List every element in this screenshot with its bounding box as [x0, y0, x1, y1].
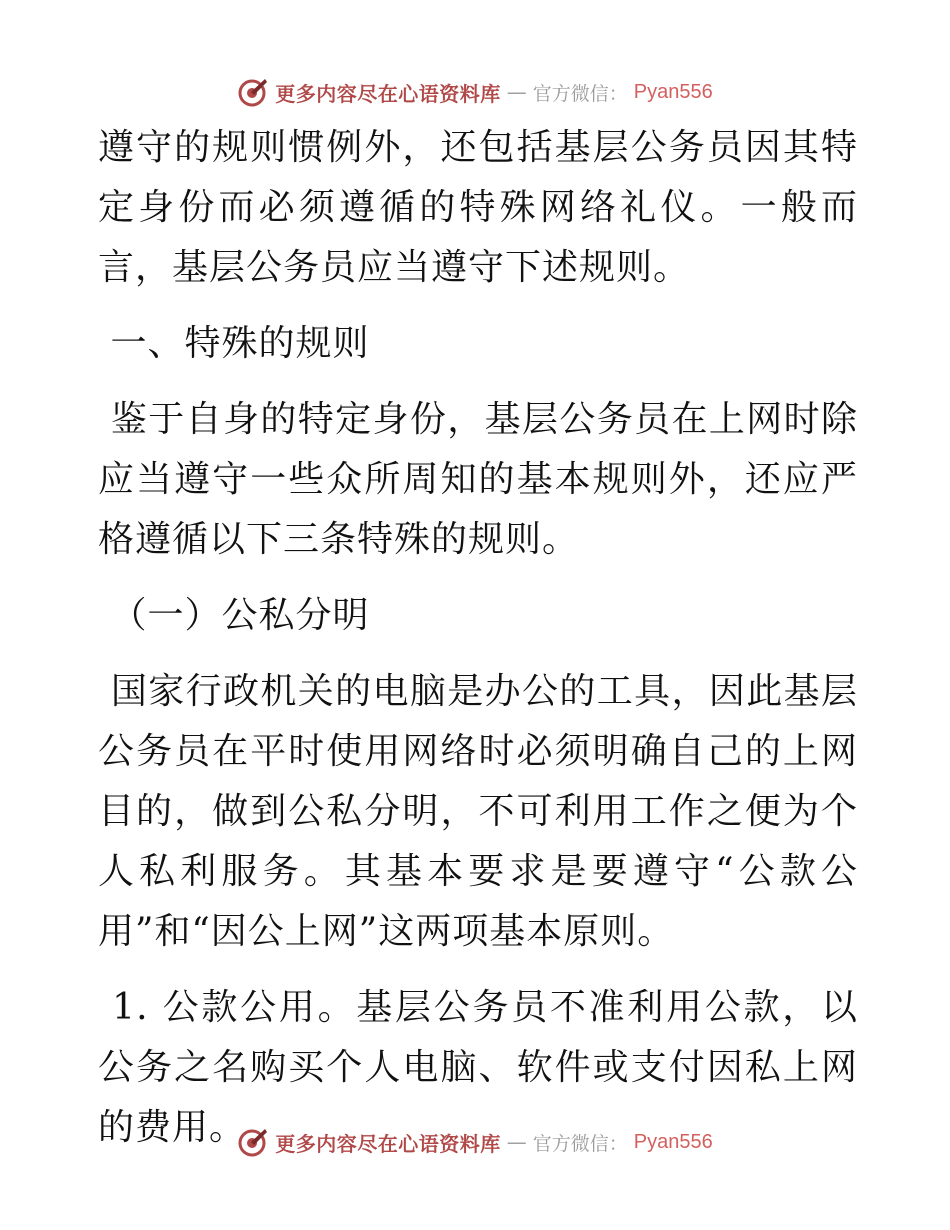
watermark-site-text: 更多内容尽在心语资料库: [275, 81, 501, 106]
subsection-heading-public-private: （一）公私分明: [98, 595, 370, 636]
document-body: [98, 118, 858, 1158]
watermark-wechat-id: Pyan556: [633, 1130, 713, 1153]
header-watermark: [0, 72, 950, 112]
section-heading-special-rules: 一、特殊的规则: [98, 323, 370, 364]
public-funds-paragraph: 1. 公款公用。基层公务员不准利用公款，以公务之名购买个人电脑、软件或支付因私上网的费用。: [98, 987, 858, 1148]
quill-logo-icon: [237, 1126, 269, 1158]
watermark-wechat-label: 官方微信：: [532, 82, 628, 105]
public-private-paragraph: 国家行政机关的电脑是办公的工具，因此基层公务员在平时使用网络时必须明确自己的上网目的，做到公私分明，不可利用工作之便为个人私利服务。其基本要求是要遵守“公款公用”和“因公上网”这两项基本原则。: [98, 671, 858, 952]
footer-watermark: [0, 1122, 950, 1162]
special-rules-paragraph: 鉴于自身的特定身份，基层公务员在上网时除应当遵守一些众所周知的基本规则外，还应严格遵循以下三条特殊的规则。: [98, 399, 858, 560]
intro-paragraph: 遵守的规则惯例外，还包括基层公务员因其特定身份而必须遵循的特殊网络礼仪。一般而言，基层公务员应当遵守下述规则。: [98, 127, 858, 288]
watermark-site-text: 更多内容尽在心语资料库: [275, 1131, 501, 1156]
watermark-dash: —: [506, 80, 527, 104]
watermark-wechat-label: 官方微信：: [532, 1132, 628, 1155]
quill-logo-icon: [237, 76, 269, 108]
watermark-wechat-id: Pyan556: [633, 80, 713, 103]
watermark-dash: —: [506, 1130, 527, 1154]
